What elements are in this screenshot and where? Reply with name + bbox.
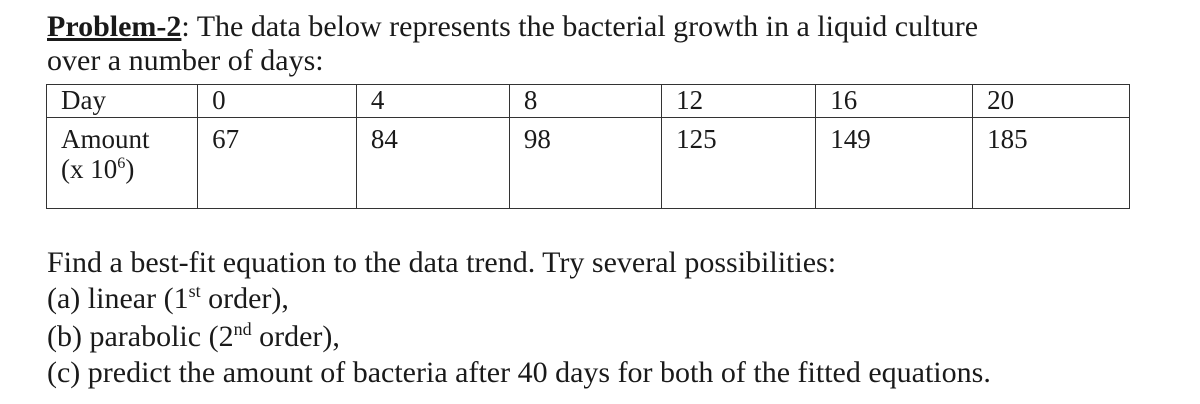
instruction-text: Find a best-fit equation to the data trend. Try several possibilities: [47,246,837,279]
day-cell: 8 [509,85,661,118]
amount-cell: 84 [356,118,509,209]
day-cell: 4 [356,85,509,118]
question-c: (c) predict the amount of bacteria after 40 days for both of the fitted equations. [47,356,991,389]
day-cell: 12 [662,85,816,118]
question-b-text: (b) parabolic (2 [47,320,234,353]
amount-header-cell [47,118,198,209]
question-a-text: (a) linear (1 [47,282,189,315]
amount-cell: 185 [973,118,1130,209]
question-b [47,320,340,354]
day-cell: 20 [973,85,1130,118]
growth-data-table [46,84,1130,209]
amount-cell: 149 [816,118,973,209]
amount-row [47,118,1130,209]
question-b-superscript: nd [233,319,252,339]
amount-cell: 125 [662,118,816,209]
problem-statement-continued: over a number of days: [47,44,324,77]
question-b-text-end: order), [251,320,340,353]
problem-label: Problem-2 [47,10,182,43]
problem-colon: : [181,10,190,43]
amount-cell: 67 [198,118,357,209]
day-cell: 0 [198,85,357,118]
question-a-superscript: st [188,281,201,301]
amount-unit [61,154,197,184]
problem-statement: The data below represents the bacterial growth in a liquid culture [189,10,979,43]
day-header-cell: Day [47,85,198,118]
day-row [47,85,1130,118]
question-a [47,282,289,316]
amount-unit-close: ) [125,154,135,184]
amount-unit-base: (x 10 [61,154,118,184]
problem-heading [47,10,978,44]
amount-unit-exponent: 6 [117,154,126,172]
question-a-text-end: order), [200,282,289,315]
day-cell: 16 [816,85,973,118]
amount-cell: 98 [509,118,661,209]
amount-label: Amount [61,124,150,154]
